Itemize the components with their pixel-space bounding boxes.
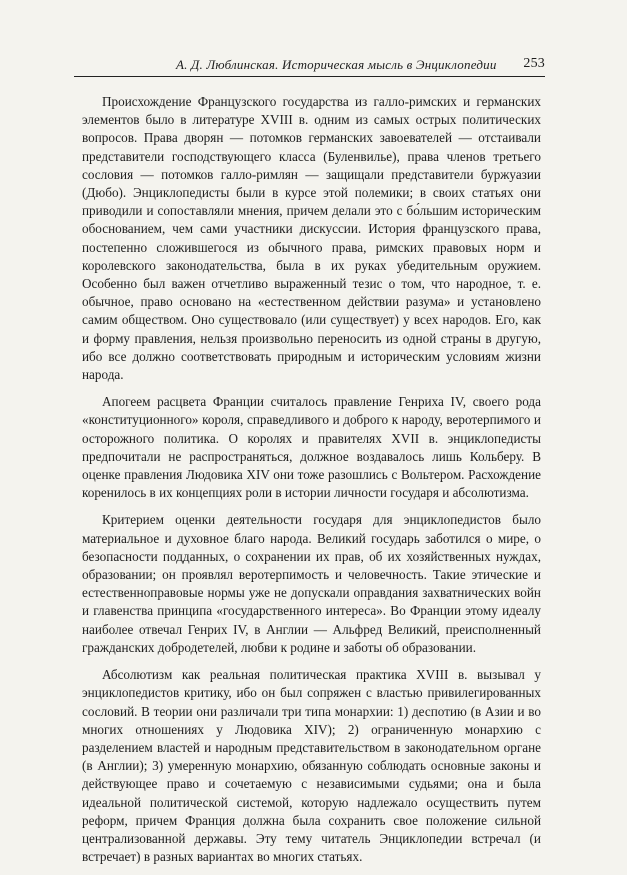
page-number: 253: [523, 56, 545, 71]
paragraph: Происхождение Французского государства из галло-римских и германских элементов было в литературе XVIII в. одним из самых острых политических вопросов. Права дворян — потомков германских завоевателей — отстаивали представители господствующего класса (Буленвилье), права членов третьего сословия — потомков галло-римлян — защищали представители буржуазии (Дюбо). Энциклопедисты были в курсе этой полемики; в своих статьях они приводили и сопоставляли мнения, причем делали это с бо́льшим историческим обоснованием, чем сами участники дискуссии. История французского права, постепенно сложившегося из обычного права, римских правовых норм и королевского законодательства, была в их руках убедительным оружием. Особенно был важен отчетливо выраженный тезис о том, что народное, т. е. обычное, право основано на «естественном действии разума» и установлено самим обществом. Оно существовало (или существует) у всех народов. Его, как и форму правления, нельзя произвольно переносить из одной страны в другую, ибо все должно соответствовать природным и историческим условиям жизни народа.: [82, 94, 541, 383]
header-rule: [74, 76, 545, 77]
paragraph: Абсолютизм как реальная политическая практика XVIII в. вызывал у энциклопедистов критику, ибо он был сопряжен с властью привилегированных сословий. В теории они различали три типа монархии: 1) деспотию (в Азии и во многих отношениях у Людовика XIV); 2) ограниченную монархию с разделением властей и народным представительством в законодательном органе (в Англии); 3) умеренную монархию, обязанную соблюдать основные законы и действующее право и сочетаемую с независимыми судьями; она и была идеальной политической системой, которую надлежало осуществить путем реформ, причем Франция должна была сохранить свое положение сильной централизованной державы. Эту тему читатель Энциклопедии встречал (и встречает) в разных вариантах во многих статьях.: [82, 667, 541, 865]
body-text: [82, 93, 541, 875]
paragraph: Апогеем расцвета Франции считалось правление Генриха IV, своего рода «конституционного» короля, справедливого и доброго к народу, веротерпимого и осторожного политика. О королях и правителях XVII в. энциклопедисты предпочитали не распространяться, должное воздавалось лишь Кольберу. В оценке правления Людовика XIV они тоже разошлись с Вольтером. Расхождение коренилось в их концепциях роли в истории личности государя и абсолютизма.: [82, 394, 541, 501]
running-title: А. Д. Люблинская. Историческая мысль в Энциклопедии: [176, 57, 497, 72]
paragraph: Критерием оценки деятельности государя для энциклопедистов было материальное и духовное благо народа. Великий государь заботился о мире, о безопасности подданных, о сохранении их прав, об их хозяйственных нуждах, образовании; он проявлял веротерпимость и человечность. Такие этические и естественноправовые нормы уже не допускали оправдания захватнических войн и главенства принципа «государственного интереса». Во Франции этому идеалу наиболее отвечал Генрих IV, в Англии — Альфред Великий, преисполненный гражданских добродетелей, любви к родине и заботы об образовании.: [82, 512, 541, 655]
